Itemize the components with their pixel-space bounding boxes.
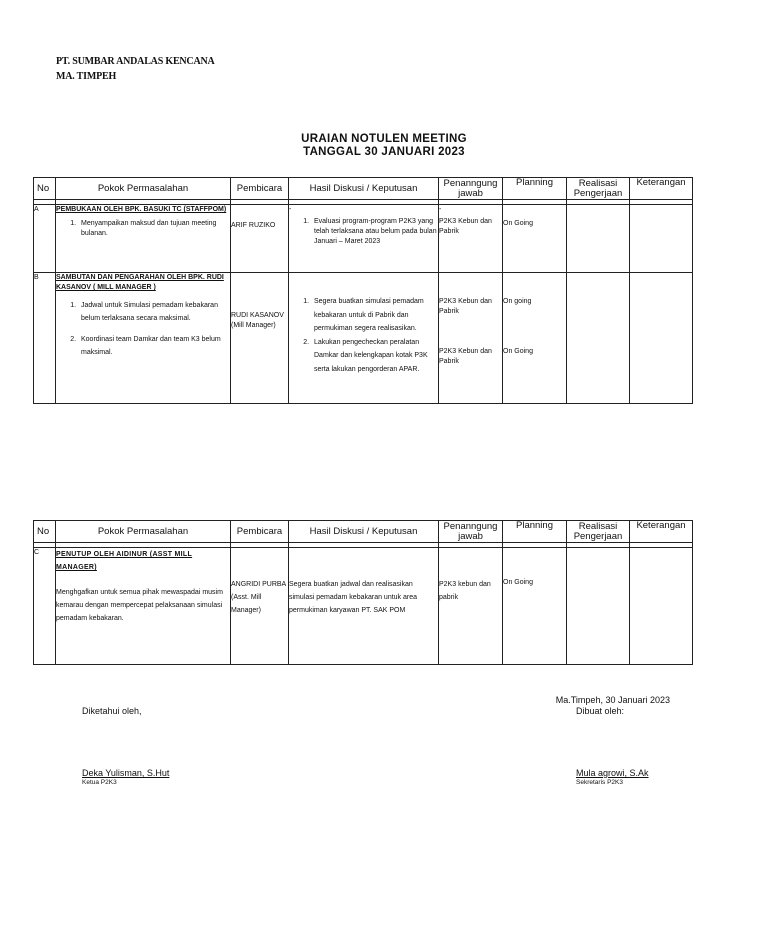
row-c-result: Segera buatkan jadwal dan realisasikan simulasi pemadam kebakaran untuk area permukiman karyawan PT. SAK POM (289, 548, 439, 665)
row-c-pic: P2K3 kebun dan pabrik (439, 548, 503, 665)
known-by-label: Diketahui oleh, (82, 706, 142, 716)
row-b-notes (630, 273, 693, 404)
row-a-realization (567, 205, 630, 273)
col-header-result: Hasil Diskusi / Keputusan (289, 521, 439, 543)
row-c-topic-title: PENUTUP OLEH AIDINUR (ASST MILL MANAGER) (56, 551, 193, 571)
row-c-topic (56, 548, 231, 665)
col-header-planning: Planning (503, 521, 567, 543)
row-c-notes (630, 548, 693, 665)
company-header (56, 54, 215, 84)
row-a-speaker: ARIF RUZIKO (231, 205, 289, 273)
row-b-pic-1: P2K3 Kebun dan Pabrik (439, 298, 492, 315)
table-row (34, 273, 693, 404)
row-b-pic-2: P2K3 Kebun dan Pabrik (439, 348, 492, 365)
row-b-speaker: RUDI KASANOV (Mill Manager) (231, 273, 289, 404)
row-c-realization (567, 548, 630, 665)
table-row (34, 548, 693, 665)
right-signatory-name: Mula agrowi, S.Ak (576, 768, 649, 778)
row-b-result-item-2: 2. Lakukan pengecheckan peralatan Damkar dan kelengkapan kotak P3K serta lakukan pengorderan APAR. (311, 336, 438, 377)
minutes-table-1 (33, 177, 693, 404)
title-line-1: URAIAN NOTULEN MEETING (301, 133, 467, 145)
row-a-topic (56, 205, 231, 273)
row-a-notes (630, 205, 693, 273)
row-b-realization (567, 273, 630, 404)
col-header-planning: Planning (503, 178, 567, 200)
left-signatory-role: Ketua P2K3 (82, 779, 117, 786)
row-a-result (289, 205, 439, 273)
row-a-topic-item: 1. Menyampaikan maksud dan tujuan meeting bulanan. (78, 219, 230, 239)
row-b-topic-title: SAMBUTAN DAN PENGARAHAN OLEH BPK. RUDI KASANOV ( MILL MANAGER ) (56, 274, 224, 291)
row-b-planning-1: On going (503, 298, 532, 305)
row-c-planning: On Going (503, 548, 567, 665)
col-header-result: Hasil Diskusi / Keputusan (289, 178, 439, 200)
row-a-result-item: 1. Evaluasi program-program P2K3 yang telah terlaksana atau belum pada bulan Januari – Maret 2023 (311, 217, 438, 247)
row-b-topic-item-1: 1. Jadwal untuk Simulasi pemadam kebakaran belum terlaksana secara maksimal. (78, 299, 230, 325)
left-signatory-name: Deka Yulisman, S.Hut (82, 768, 170, 778)
company-location: MA. TIMPEH (56, 71, 117, 82)
document-title (0, 133, 768, 159)
row-b-result (289, 273, 439, 404)
col-header-realization: Realisasi Pengerjaan (567, 521, 630, 543)
col-header-pic: Penanngung jawab (439, 178, 503, 200)
table-header-row (34, 178, 693, 200)
place-date: Ma.Timpeh, 30 Januari 2023 (555, 695, 670, 705)
title-line-2: TANGGAL 30 JANUARI 2023 (303, 146, 465, 158)
row-a-planning: On Going (503, 205, 567, 273)
row-a-result-dot: - (289, 206, 292, 213)
row-b-pic (439, 273, 503, 404)
col-header-no: No (34, 178, 56, 200)
col-header-notes: Keterangan (630, 521, 693, 543)
col-header-topic: Pokok Permasalahan (56, 521, 231, 543)
col-header-notes: Keterangan (630, 178, 693, 200)
row-a-pic (439, 205, 503, 273)
col-header-no: No (34, 521, 56, 543)
row-a-pic-text: P2K3 Kebun dan Pabrik (439, 218, 492, 235)
minutes-table-2 (33, 520, 693, 665)
row-b-planning (503, 273, 567, 404)
row-a-topic-title: PEMBUKAAN OLEH BPK. BASUKI TC (STAFFPOM) (56, 206, 227, 213)
col-header-speaker: Pembicara (231, 521, 289, 543)
col-header-speaker: Pembicara (231, 178, 289, 200)
row-b-topic-item-2: 2. Koordinasi team Damkar dan team K3 belum maksimal. (78, 333, 230, 359)
row-c-speaker: ANGRIDI PURBA (Asst. Mill Manager) (231, 548, 289, 665)
row-b-result-item-1: 1. Segera buatkan simulasi pemadam kebakaran untuk di Pabrik dan permukiman segera realisasikan. (311, 295, 438, 336)
row-c-no: C (34, 548, 56, 665)
col-header-realization: Realisasi Pengerjaan (567, 178, 630, 200)
row-a-no: A (34, 205, 56, 273)
made-by-label: Dibuat oleh: (576, 706, 625, 716)
row-b-planning-2: On Going (503, 348, 533, 355)
table-header-row (34, 521, 693, 543)
right-signatory-role: Sekretaris P2K3 (576, 779, 623, 786)
row-a-pic-dot: - (439, 206, 442, 213)
row-b-no: B (34, 273, 56, 404)
row-c-topic-body: Menghgafkan untuk semua pihak mewaspadai musim kemarau dengan mempercepat pelaksanaan simulasi pemadam kebakaran. (56, 589, 223, 622)
col-header-topic: Pokok Permasalahan (56, 178, 231, 200)
col-header-pic: Penanngung jawab (439, 521, 503, 543)
company-name: PT. SUMBAR ANDALAS KENCANA (56, 56, 215, 67)
row-b-topic (56, 273, 231, 404)
table-row (34, 205, 693, 273)
